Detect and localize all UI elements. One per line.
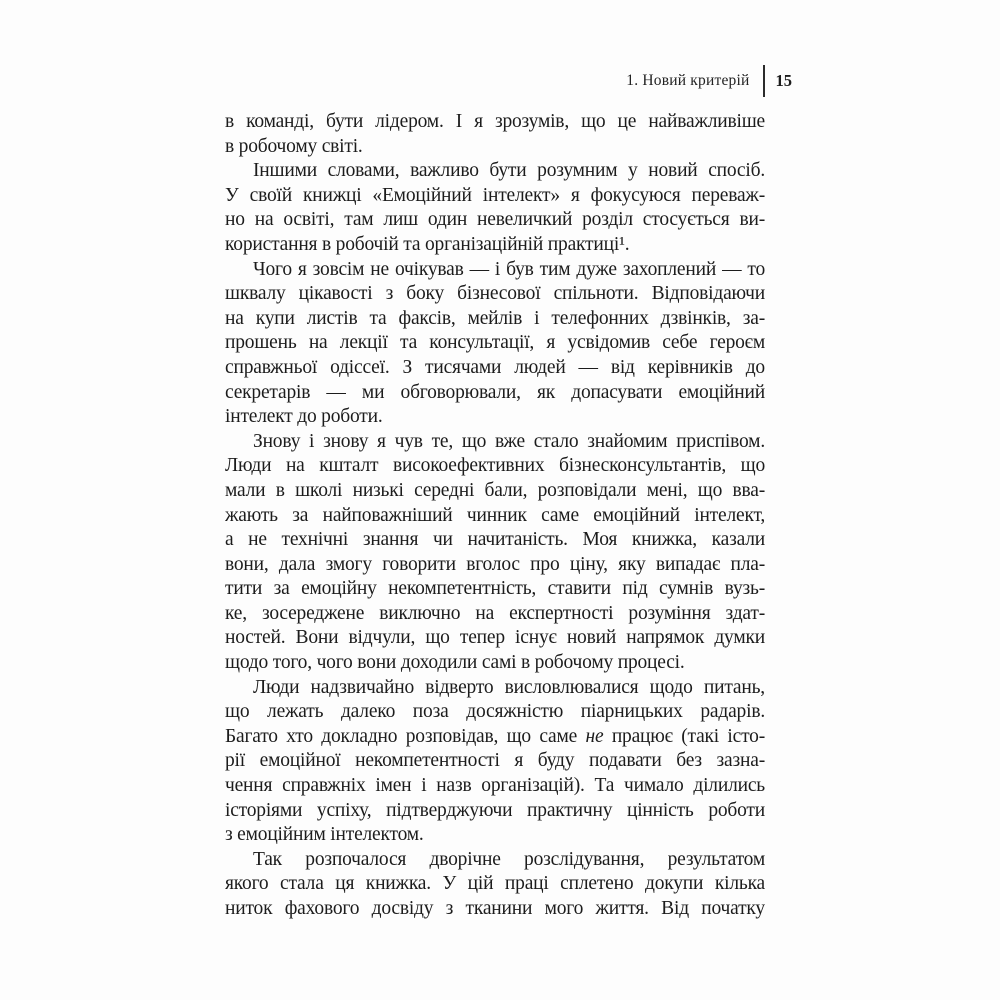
text-line: Знову і знову я чув те, що вже стало знайомим приспівом. [253, 430, 765, 452]
text-line: жають за найповажніший чинник саме емоційний інтелект, [225, 504, 765, 526]
text-line: в робочому світі. [225, 135, 363, 157]
page-number: 15 [775, 71, 792, 90]
text-line: ностей. Вони відчули, що тепер існує новий напрямок думки [225, 627, 765, 649]
text-line: но на освіті, там лиш один невеличкий розділ стосується ви- [225, 209, 765, 231]
text-line: щодо того, чого вони доходили самі в робочому процесі. [225, 652, 685, 674]
text-line: в команді, бути лідером. І я зрозумів, що це найважливіше [225, 111, 765, 132]
text-line: що лежать далеко поза досяжністю піарницьких радарів. [225, 701, 765, 723]
text-line: з емоційним інтелектом. [225, 824, 424, 846]
text-line: чення справжніх імен і назв організацій). Та чимало ділились [225, 775, 765, 797]
text-line: рії емоційної некомпетентності я буду подавати без зазна- [225, 750, 765, 772]
page-body [225, 110, 765, 922]
text-line: Чого я зовсім не очікував — і був тим дуже захоплений — то [253, 258, 765, 280]
text-line: Люди надзвичайно відверто висловлювалися щодо питань, [253, 676, 765, 698]
text-line: Люди на кшталт високоефективних бізнесконсультантів, що [225, 455, 765, 477]
text-line: Іншими словами, важливо бути розумним у новий спосіб. [253, 160, 765, 182]
text-line: У своїй книжці «Емоційний інтелект» я фокусуюся переваж- [225, 184, 765, 206]
text-line: ниток фахового досвіду з тканини мого життя. Від початку [225, 898, 765, 919]
text-line: ке, зосереджене виключно на експертності розуміння здат- [225, 602, 765, 624]
text-line: а не технічні знання чи начитаність. Моя книжка, казали [225, 529, 765, 551]
text-line: прошень на лекції та консультації, я усвідомив себе героєм [225, 332, 765, 354]
chapter-title: 1. Новий критерій [626, 72, 750, 89]
text-line: шквалу цікавості з боку бізнесової спільноти. Відповідаючи [225, 283, 765, 305]
text-line: якого стала ця книжка. У цій праці сплетено докупи кілька [225, 873, 765, 895]
text-line: вони, дала змогу говорити вголос про ціну, яку випадає пла- [225, 553, 765, 575]
text-line: мали в школі низькі середні бали, розповідали мені, що вва- [225, 479, 765, 501]
text-line: історіями успіху, підтверджуючи практичну цінність роботи [225, 799, 765, 821]
header-divider [763, 65, 765, 97]
italic-word: не [585, 725, 604, 747]
text-line: секретарів — ми обговорювали, як допасувати емоційний [225, 381, 765, 403]
text-line: справжньої одіссеї. З тисячами людей — від керівників до [225, 356, 765, 378]
text-line: Так розпочалося дворічне розслідування, результатом [253, 848, 765, 870]
text-line: Багато хто докладно розповідав, що саме не працює (такі істо- [225, 725, 765, 747]
text-line: користання в робочій та організаційній практиці¹. [225, 233, 630, 255]
text-line: інтелект до роботи. [225, 406, 383, 428]
text-line: тити за емоційну некомпетентність, ставити під сумнів вузь- [225, 578, 765, 600]
running-header [626, 64, 792, 98]
text-line: на купи листів та факсів, мейлів і телефонних дзвінків, за- [225, 307, 765, 329]
